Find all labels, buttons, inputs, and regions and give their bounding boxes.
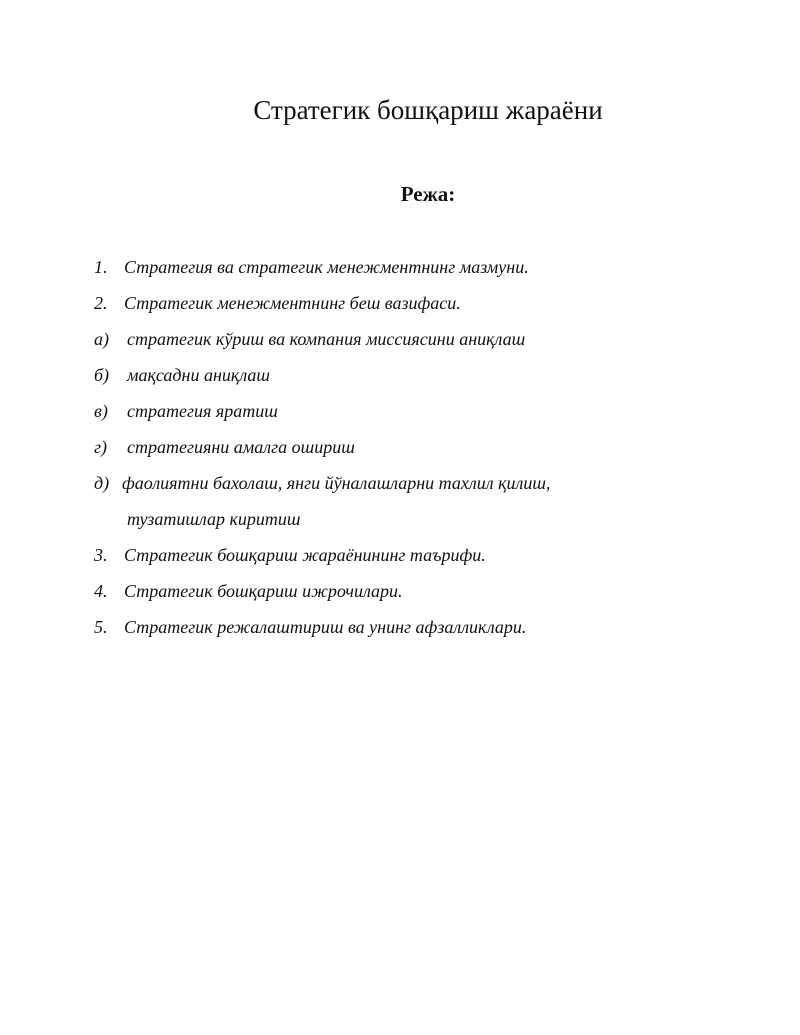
item-text: тузатишлар киритиш [127,509,301,529]
item-marker: 2. [94,293,108,313]
item-text: фаолиятни бахолаш, янги йўналашларни тахлил қилиш, [122,473,551,493]
item-marker: 1. [94,257,108,277]
plan-item-2 [94,291,550,327]
item-text: Стратегик менежментнинг беш вазифаси. [124,293,461,313]
item-text: стратегияни амалга ошириш [127,437,355,457]
item-text: стратегик кўриш ва компания миссиясини аниқлаш [127,329,526,349]
item-marker: 4. [94,581,108,601]
item-text: стратегия яратиш [127,401,278,421]
item-text: Стратегия ва стратегик менежментнинг мазмуни. [124,257,529,277]
item-marker: д) [94,473,110,493]
item-text: Стратегик бошқариш жараёнининг таърифи. [124,545,486,565]
plan-item-3 [94,543,550,579]
item-marker: а) [94,329,109,349]
item-text: Стратегик бошқариш ижрочилари. [124,581,403,601]
item-text: Стратегик режалаштириш ва унинг афзалликлари. [124,617,527,637]
item-marker: 3. [94,545,108,565]
plan-item-1 [94,255,550,291]
plan-item-4 [94,579,550,615]
plan-subitem-d [94,471,550,507]
item-marker: б) [94,365,110,385]
plan-subitem-d-continuation [94,507,550,543]
document-title: Стратегик бошқариш жараёни [253,95,603,125]
plan-list [94,255,550,651]
plan-item-5 [94,615,550,651]
item-marker: в) [94,401,108,421]
item-text: мақсадни аниқлаш [127,365,270,385]
plan-subitem-v [94,399,550,435]
plan-subitem-b [94,363,550,399]
item-marker: 5. [94,617,108,637]
item-marker: г) [94,437,108,457]
plan-heading: Режа: [400,182,456,206]
plan-subitem-g [94,435,550,471]
plan-subitem-a [94,327,550,363]
